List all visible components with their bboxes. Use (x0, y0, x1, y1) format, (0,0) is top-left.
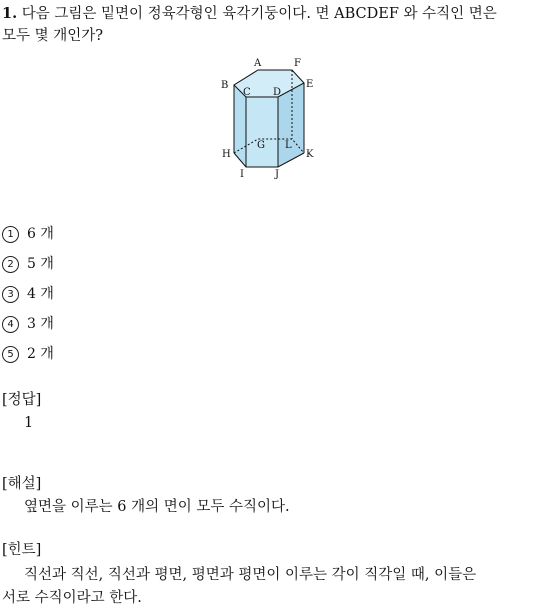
prism-front-face-center (246, 97, 278, 167)
choice-4-marker: 4 (2, 316, 19, 333)
choice-3-text: 4 개 (27, 286, 54, 302)
choice-3[interactable] (2, 285, 54, 303)
choice-3-marker: 3 (2, 286, 19, 303)
question-line-1 (2, 4, 497, 24)
hexagonal-prism-figure (218, 54, 323, 179)
vertex-label-l: L (285, 140, 292, 151)
choice-5[interactable] (2, 345, 54, 363)
vertex-label-f: F (294, 58, 301, 69)
hint-line-2: 서로 수직이라고 한다. (2, 590, 142, 606)
vertex-label-j: J (275, 169, 280, 179)
prism-front-face-right (278, 83, 304, 167)
vertex-label-a: A (254, 58, 262, 69)
choice-1-text: 6 개 (27, 226, 54, 242)
answer-value: 1 (24, 415, 34, 431)
vertex-label-k: K (306, 149, 314, 160)
choice-2[interactable] (2, 255, 54, 273)
vertex-label-g: G (257, 140, 265, 151)
explanation-text: 옆면을 이루는 6 개의 면이 모두 수직이다. (24, 499, 290, 515)
hint-line-1: 직선과 직선, 직선과 평면, 평면과 평면이 이루는 각이 직각일 때, 이들은 (24, 567, 477, 583)
choice-5-marker: 5 (2, 346, 19, 363)
choice-2-marker: 2 (2, 256, 19, 273)
choice-4[interactable] (2, 315, 54, 333)
vertex-label-h: H (222, 149, 231, 160)
vertex-label-i: I (240, 169, 244, 179)
question-text: 다음 그림은 밑면이 정육각형인 육각기둥이다. 면 ABCDEF 와 수직인 면은 (21, 6, 497, 22)
explanation-header: [해설] (2, 476, 42, 492)
choice-4-text: 3 개 (27, 316, 54, 332)
question-number: 1. (2, 5, 18, 22)
answer-header: [정답] (2, 392, 42, 408)
vertex-label-b: B (221, 80, 229, 91)
choice-2-text: 5 개 (27, 256, 54, 272)
vertex-label-c: C (243, 87, 251, 98)
choice-1-marker: 1 (2, 226, 19, 243)
choice-5-text: 2 개 (27, 346, 54, 362)
hint-header: [힌트] (2, 542, 42, 558)
choice-1[interactable] (2, 225, 54, 243)
vertex-label-e: E (306, 79, 314, 90)
question-line-2: 모두 몇 개인가? (2, 28, 104, 44)
vertex-label-d: D (273, 87, 282, 98)
